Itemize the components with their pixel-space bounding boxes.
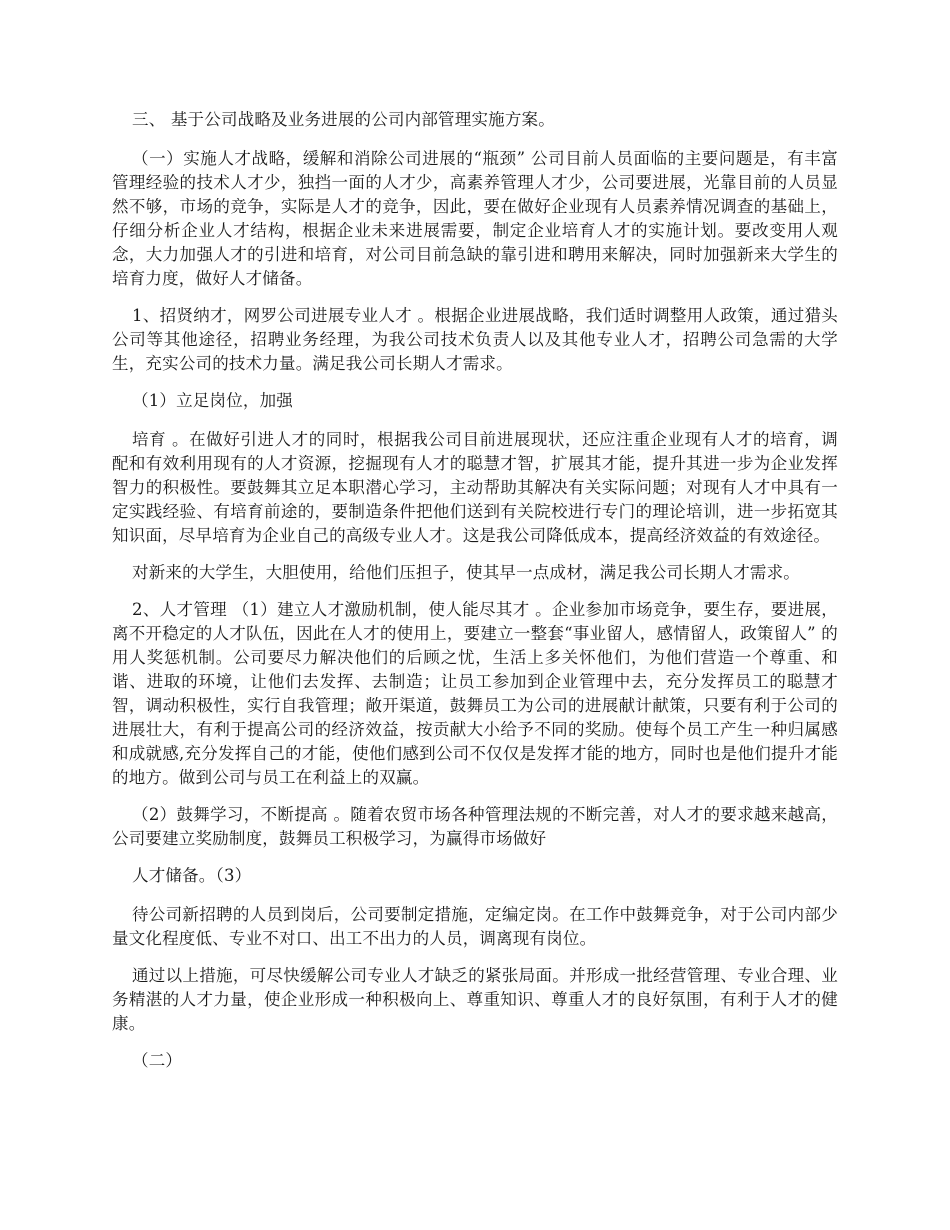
paragraph-subheading-training: （1）立足岗位，加强 bbox=[132, 391, 293, 410]
paragraph-recruit-talent: 1、招贤纳才，网罗公司进展专业人才 。根据企业进展战略，我们适时调整用人政策，通过猎头公司等其他途径，招聘业务经理，为我公司技术负责人以及其他专业人才，招聘公司急需的大学生，充实公司的技术力量。满足我公司长期人才需求。 bbox=[112, 306, 838, 373]
paragraph-summary: 通过以上措施，可尽快缓解公司专业人才缺乏的紧张局面。并形成一批经营管理、专业合理、业务精湛的人才力量，使企业形成一种积极向上、尊重知识、尊重人才的良好氛围，有利于人才的健康。 bbox=[112, 966, 838, 1033]
paragraph-training: 培育 。在做好引进人才的同时，根据我公司目前进展现状，还应注重企业现有人才的培育，调配和有效利用现有的人才资源，挖掘现有人才的聪慧才智，扩展其才能，提升其进一步为企业发挥智力的积极性。要鼓舞其立足本职潜心学习，主动帮助其解决有关实际问题；对现有人才中具有一定实践经验、有培育前途的，要制造条件把他们送到有关院校进行专门的理论培训，进一步拓宽其知识面，尽早培育为企业自己的高级专业人才。这是我公司降低成本，提高经济效益的有效途径。 bbox=[112, 430, 838, 545]
paragraph-talent-reserve: 人才储备。（3） bbox=[132, 866, 252, 885]
paragraph-talent-management: 2、人才管理 （1）建立人才激励机制，使人能尽其才 。企业参加市场竞争，要生存，要进展，离不开稳定的人才队伍，因此在人才的使用上，要建立一整套“事业留人，感情留人，政策留人” 的用人奖惩机制。公司要尽力解决他们的后顾之忧，生活上多关怀他们，为他们营造一个尊重、和谐、进取的环境，让他们去发挥、去制造；让员工参加到企业管理中去，充分发挥员工的聪慧才智，调动积极性，实行自我管理；敞开渠道，鼓舞员工为公司的进展献计献策，只要有利于公司的进展壮大，有利于提高公司的经济效益，按贡献大小给予不同的奖励。使每个员工产生一种归属感和成就感,充分发挥自己的才能，使他们感到公司不仅仅是发挥才能的地方，同时也是他们提升才能的地方。做到公司与员工在利益上的双赢。 bbox=[112, 600, 838, 787]
paragraph-section-two: （二） bbox=[132, 1051, 183, 1070]
paragraph-encourage-learning: （2）鼓舞学习，不断提高 。随着农贸市场各种管理法规的不断完善，对人才的要求越来越高，公司要建立奖励制度，鼓舞员工积极学习，为赢得市场做好 bbox=[112, 805, 838, 848]
paragraph-staffing: 待公司新招聘的人员到岗后，公司要制定措施，定编定岗。在工作中鼓舞竞争，对于公司内部少量文化程度低、专业不对口、出工不出力的人员，调离现有岗位。 bbox=[112, 905, 838, 948]
section-heading: 三、 基于公司战略及业务进展的公司内部管理实施方案。 bbox=[132, 110, 555, 129]
paragraph-talent-strategy: （一）实施人才战略，缓解和消除公司进展的“瓶颈” 公司目前人员面临的主要问题是，有丰富管理经验的技术人才少，独挡一面的人才少，高素养管理人才少，公司要进展，光靠目前的人员显然不够，市场的竞争，实际是人才的竞争，因此，要在做好企业现有人员素养情况调查的基础上，仔细分析企业人才结构，根据企业未来进展需要，制定企业培育人才的实施计划。要改变用人观念，大力加强人才的引进和培育，对公司目前急缺的靠引进和聘用来解决，同时加强新来大学生的培育力度，做好人才储备。 bbox=[112, 149, 838, 288]
paragraph-new-graduates: 对新来的大学生，大胆使用，给他们压担子，使其早一点成材，满足我公司长期人才需求。 bbox=[132, 563, 800, 582]
